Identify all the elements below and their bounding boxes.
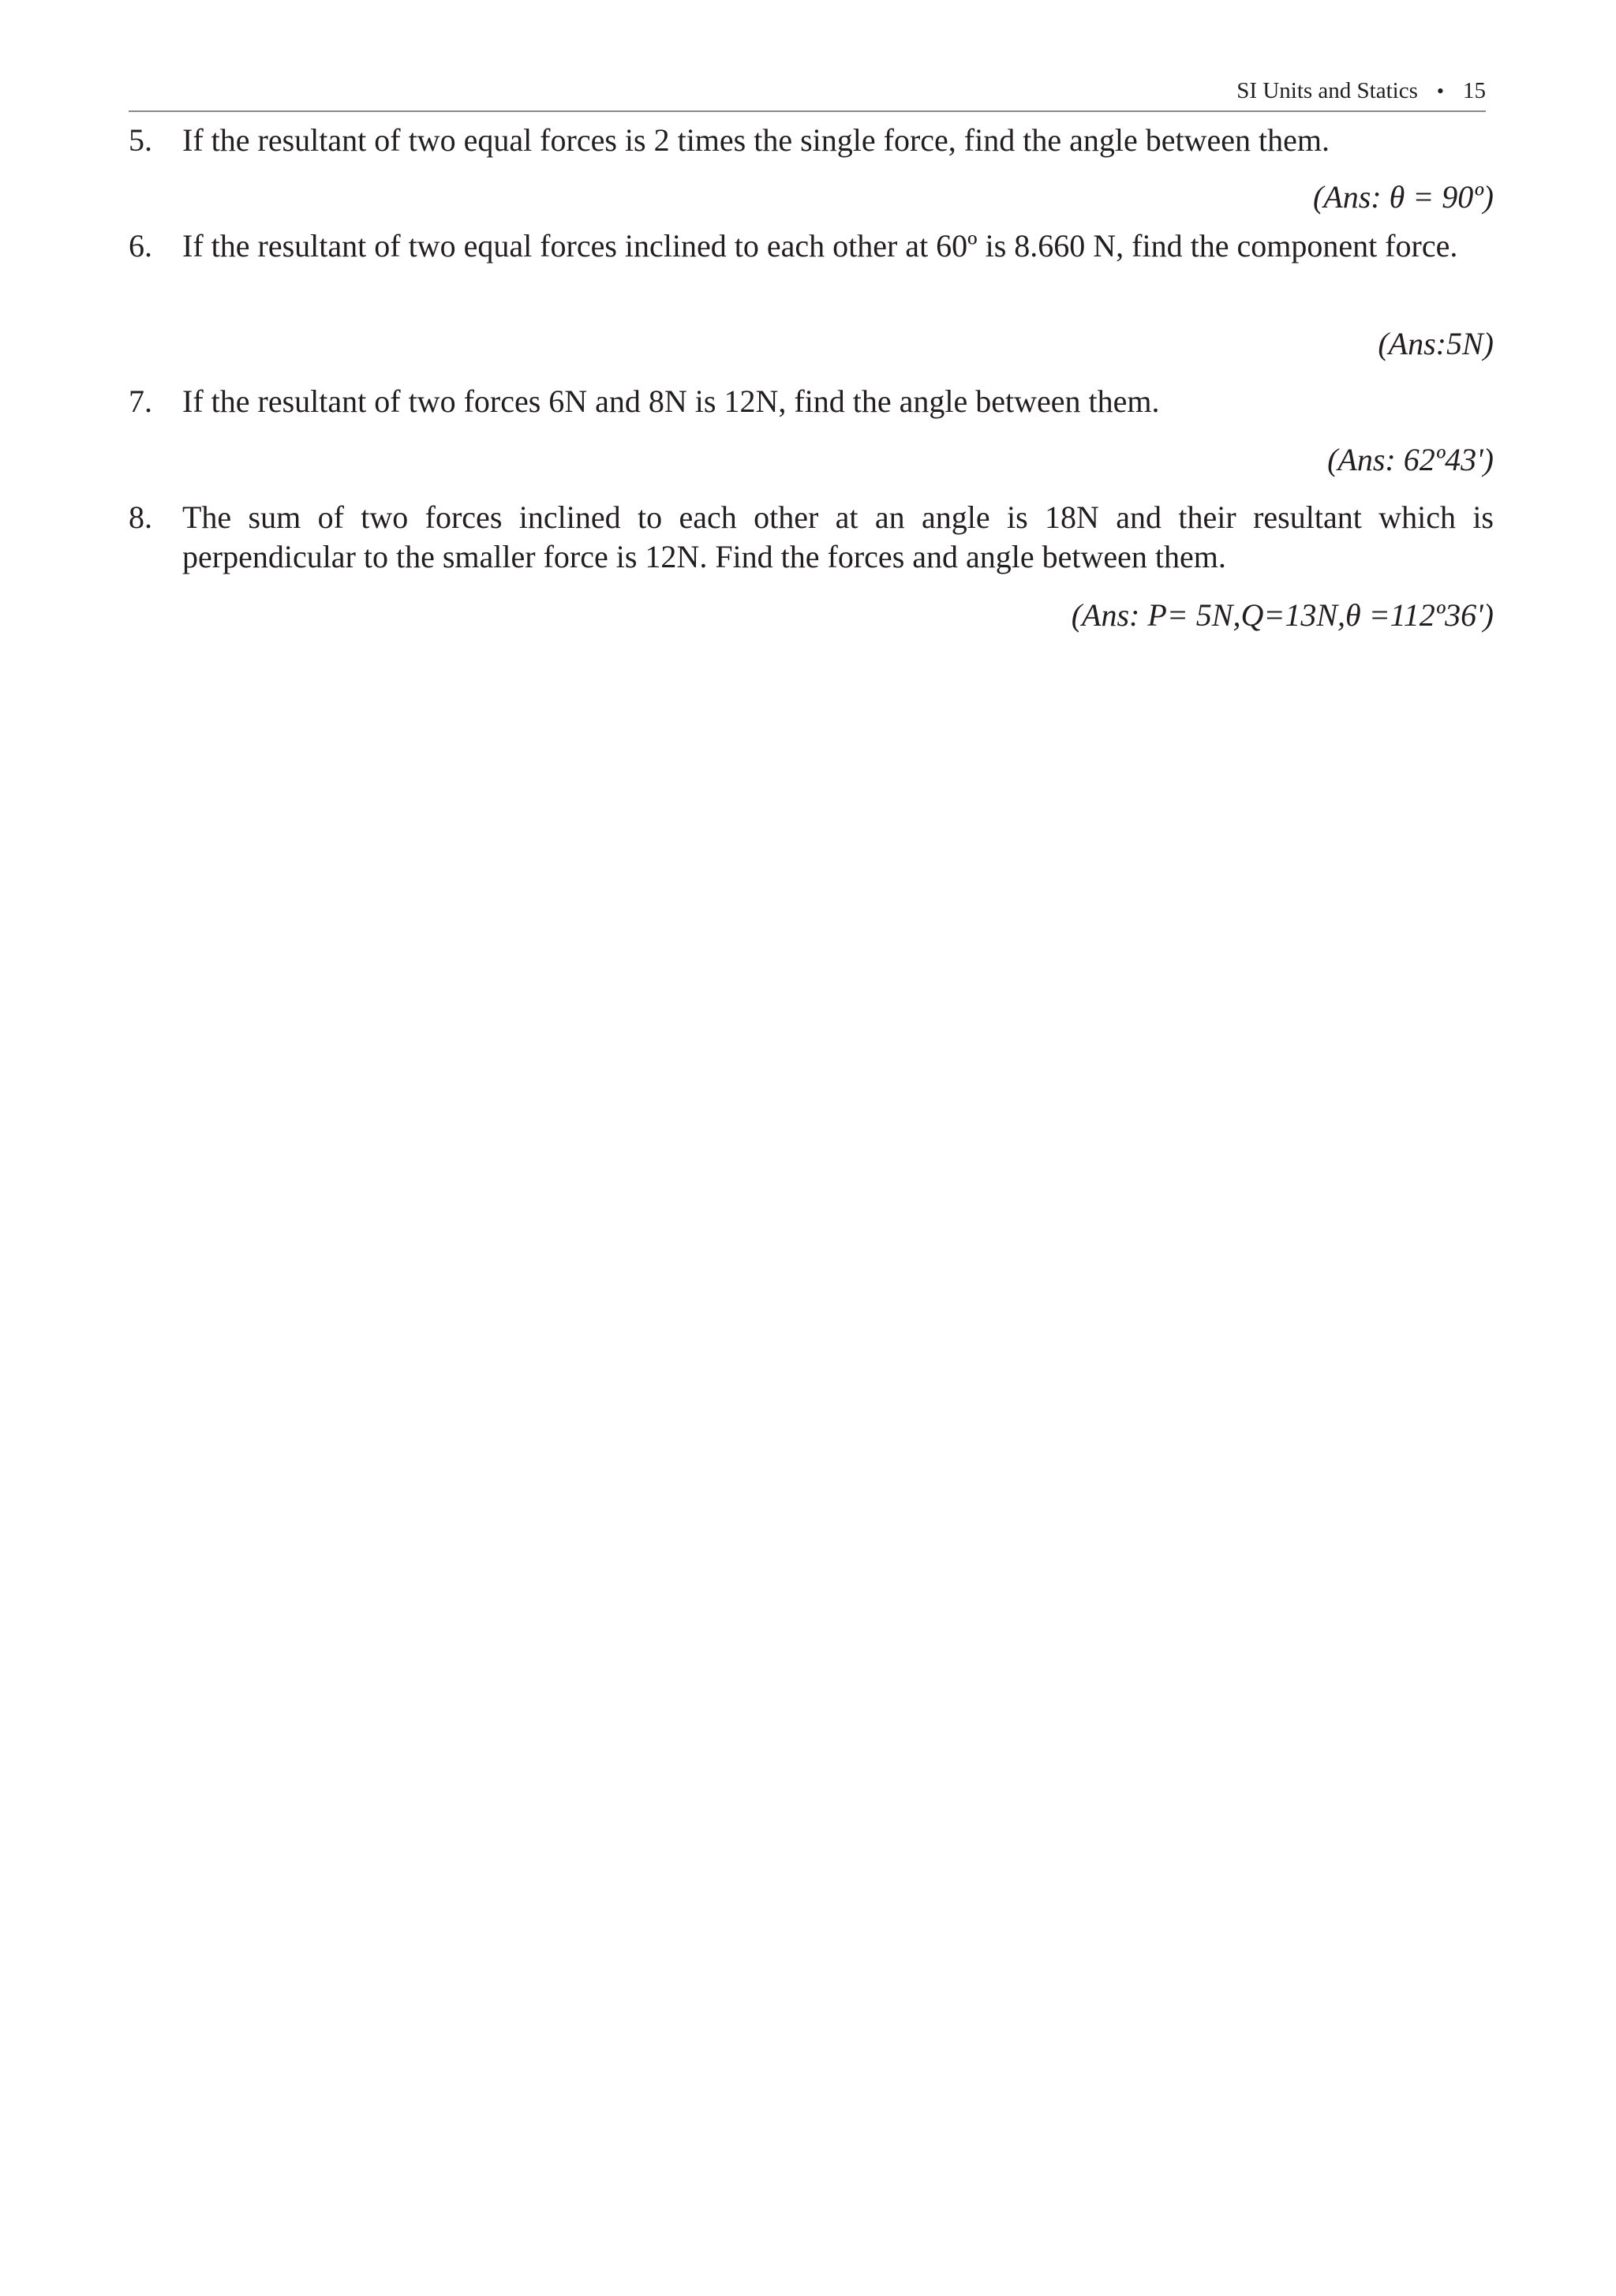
running-header — [129, 76, 1486, 112]
chapter-title: SI Units and Statics — [1236, 78, 1418, 103]
running-header-text — [1236, 79, 1486, 103]
header-separator: • — [1436, 80, 1444, 103]
answer-text: (Ans: P= 5N,Q=13N,θ =112º36') — [1071, 597, 1494, 633]
question-number: 8. — [129, 499, 152, 535]
question-number: 7. — [129, 383, 152, 419]
question-text: If the resultant of two equal forces is 2 times the single force, find the angle between them. — [182, 122, 1330, 158]
question-item — [129, 226, 1494, 266]
question-text: The sum of two forces inclined to each other at an angle is 18N and their resultant which is perpendicular to the smaller force is 12N. Find the forces and angle between them. — [182, 499, 1494, 574]
question-number: 5. — [129, 122, 152, 158]
page-number: 15 — [1463, 78, 1486, 103]
question-item — [129, 121, 1494, 160]
question-text: If the resultant of two forces 6N and 8N is 12N, find the angle between them. — [182, 383, 1160, 419]
question-item — [129, 382, 1494, 421]
question-number: 6. — [129, 228, 152, 264]
question-item — [129, 498, 1494, 577]
question-text: If the resultant of two equal forces inclined to each other at 60º is 8.660 N, find the component force. — [182, 228, 1458, 264]
answer-text: (Ans:5N) — [1378, 326, 1494, 361]
answer-text: (Ans: θ = 90º) — [1312, 179, 1494, 215]
answer-text: (Ans: 62º43') — [1327, 442, 1494, 477]
